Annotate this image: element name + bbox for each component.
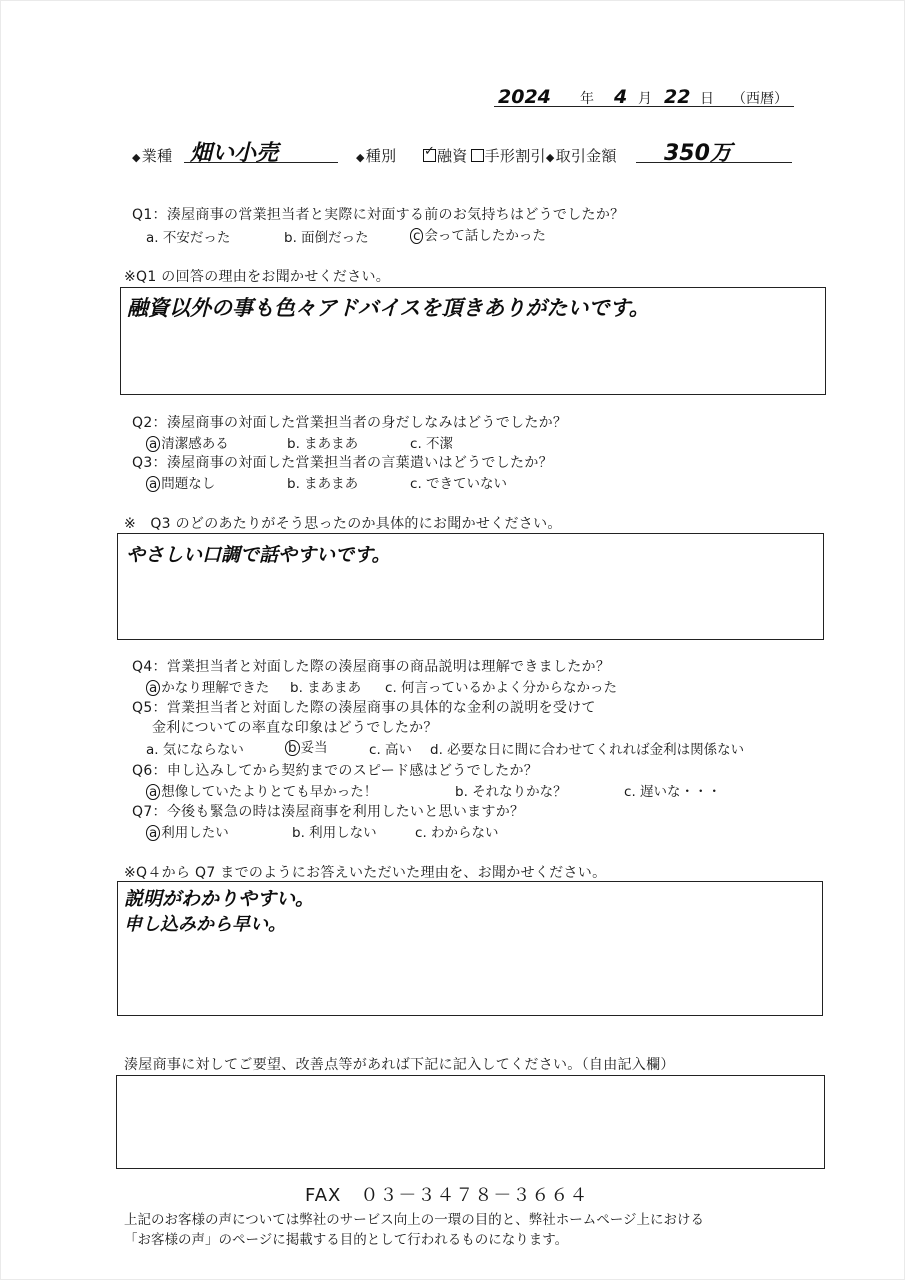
q6-option-c[interactable]: c. 遅いな・・・ xyxy=(624,784,722,800)
industry-value[interactable]: 畑い小売 xyxy=(190,141,279,166)
answer-circle-icon: a xyxy=(146,825,160,841)
q4-option-c[interactable]: c. 何言っているかよく分からなかった xyxy=(385,680,618,696)
q5-option-d[interactable]: d. 必要な日に間に合わせてくれれば金利は関係ない xyxy=(430,742,745,758)
year-label: 年 xyxy=(580,91,594,107)
q5-option-c[interactable]: c. 高い xyxy=(369,742,413,758)
industry-label: 業種 xyxy=(141,147,173,165)
day-label: 日 xyxy=(700,91,714,107)
q3-option-a[interactable]: a 問題なし xyxy=(146,472,215,492)
month-value[interactable]: 4 xyxy=(614,86,628,108)
answer-circle-icon: b xyxy=(285,740,300,756)
q1-option-a[interactable]: a. 不安だった xyxy=(146,230,231,246)
answer-circle-icon: a xyxy=(146,784,160,800)
q4-q7-reason-label: ※Q４から Q7 までのようにお答えいただいた理由を、お聞かせください。 xyxy=(124,865,607,881)
q4-q7-reason-answer-line2: 申し込みから早い。 xyxy=(124,914,286,935)
q3-question: Q3：湊屋商事の対面した営業担当者の言葉遣いはどうでしたか？ xyxy=(132,455,553,471)
answer-circle-icon: a xyxy=(146,436,160,452)
q5-option-a[interactable]: a. 気にならない xyxy=(146,742,244,758)
q3-reason-box[interactable] xyxy=(117,533,824,640)
year-value[interactable]: 2024 xyxy=(498,86,551,108)
answer-circle-icon: c xyxy=(410,228,423,244)
q4-option-a[interactable]: a かなり理解できた xyxy=(146,676,269,696)
q3-option-b[interactable]: b. まあまあ xyxy=(287,476,359,492)
q7-option-c[interactable]: c. わからない xyxy=(415,825,499,841)
footer-note-line1: 上記のお客様の声については弊社のサービス向上の一環の目的と、弊社ホームページ上における xyxy=(124,1212,704,1228)
q7-option-b[interactable]: b. 利用しない xyxy=(292,825,377,841)
q3-reason-answer: やさしい口調で話やすいです。 xyxy=(126,544,391,566)
bill-label: 手形割引 xyxy=(484,147,546,165)
q5-question-line1: Q5：営業担当者と対面した際の湊屋商事の具体的な金利の説明を受けて xyxy=(132,700,596,716)
q1-option-c[interactable]: c 会って話したかった xyxy=(410,224,546,244)
answer-circle-icon: a xyxy=(146,476,160,492)
era-label: （西暦） xyxy=(732,91,788,107)
q4-question: Q4：営業担当者と対面した際の湊屋商事の商品説明は理解できましたか？ xyxy=(132,659,611,675)
amount-value[interactable]: 350万 xyxy=(664,141,732,166)
q6-question: Q6：申し込みしてから契約までのスピード感はどうでしたか？ xyxy=(132,763,539,779)
amount-label: 取引金額 xyxy=(555,147,617,165)
loan-checkbox-icon[interactable] xyxy=(423,149,436,162)
q1-question: Q1：湊屋商事の営業担当者と実際に対面する前のお気持ちはどうでしたか？ xyxy=(132,207,625,223)
q4-q7-reason-answer-line1: 説明がわかりやすい。 xyxy=(124,888,315,910)
type-label: 種別 xyxy=(365,147,397,165)
diamond-icon: ◆ xyxy=(356,151,365,164)
q7-option-a[interactable]: a 利用したい xyxy=(146,821,229,841)
q1-reason-label: ※Q1 の回答の理由をお聞かせください。 xyxy=(124,269,391,285)
loan-label: 融資 xyxy=(437,147,468,165)
q2-option-b[interactable]: b. まあまあ xyxy=(287,436,359,452)
q2-question: Q2：湊屋商事の対面した営業担当者の身だしなみはどうでしたか？ xyxy=(132,415,568,431)
q4-q7-reason-box[interactable] xyxy=(117,881,823,1016)
q5-question-line2: 金利についての率直な印象はどうでしたか？ xyxy=(152,720,438,736)
q3-option-c[interactable]: c. できていない xyxy=(410,476,508,492)
q1-reason-box[interactable] xyxy=(120,287,826,395)
q1-reason-answer: 融資以外の事も色々アドバイスを頂きありがたいです。 xyxy=(127,296,650,320)
q6-option-a[interactable]: a 想像していたよりとても早かった！ xyxy=(146,780,377,800)
q2-option-c[interactable]: c. 不潔 xyxy=(410,436,454,452)
bill-checkbox-icon[interactable] xyxy=(471,149,484,162)
q2-option-a[interactable]: a 清潔感ある xyxy=(146,432,229,452)
free-comment-box[interactable] xyxy=(116,1075,825,1169)
q6-option-b[interactable]: b. それなりかな？ xyxy=(455,784,567,800)
free-comment-label: 湊屋商事に対してご要望、改善点等があれば下記に記入してください。（自由記入欄） xyxy=(124,1057,675,1073)
month-label: 月 xyxy=(638,91,652,107)
diamond-icon: ◆ xyxy=(545,151,555,164)
day-value[interactable]: 22 xyxy=(664,86,691,108)
q7-question: Q7：今後も緊急の時は湊屋商事を利用したいと思いますか？ xyxy=(132,804,525,820)
q3-reason-label: ※ Q3 のどのあたりがそう思ったのか具体的にお聞かせください。 xyxy=(124,516,562,532)
q1-option-b[interactable]: b. 面倒だった xyxy=(284,230,369,246)
diamond-icon: ◆ xyxy=(132,151,141,164)
answer-circle-icon: a xyxy=(146,680,160,696)
q4-option-b[interactable]: b. まあまあ xyxy=(290,680,362,696)
q5-option-b[interactable]: b 妥当 xyxy=(285,736,328,756)
footer-note-line2: 「お客様の声」のページに掲載する目的として行われるものになります。 xyxy=(124,1232,569,1248)
fax-number: FAX ０３－３４７８－３６６４ xyxy=(305,1185,589,1206)
